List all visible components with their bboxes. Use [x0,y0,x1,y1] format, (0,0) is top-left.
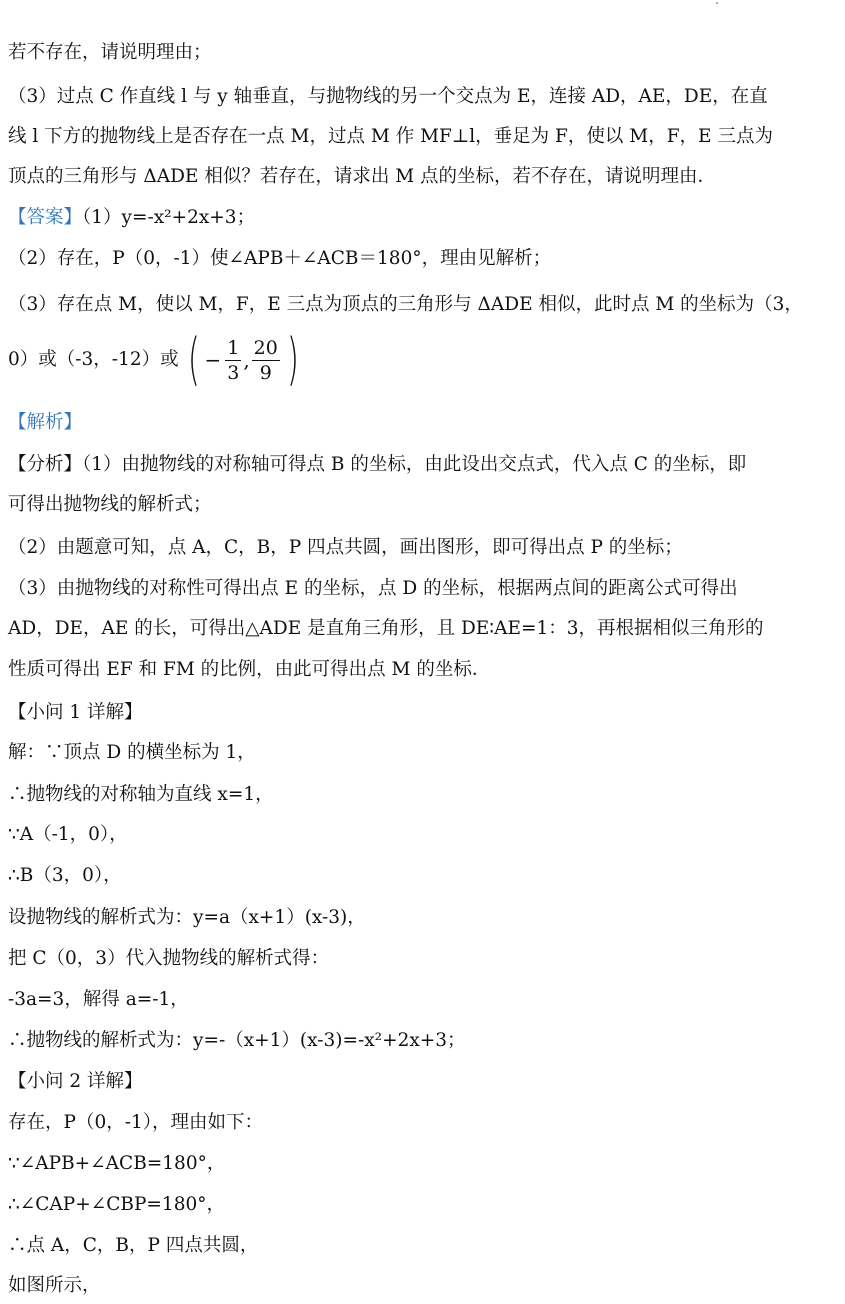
text-line: AD，DE，AE 的长，可得出△ADE 是直角三角形，且 DE∶AE=1：3，再根据相似三角形的 [8,618,764,639]
text-line: ∵∠APB+∠ACB=180°， [8,1153,226,1174]
text-line: 顶点的三角形与 ΔADE 相似？若存在，请求出 M 点的坐标，若不存在，请说明理由． [8,166,717,187]
minus-sign: − [204,348,222,372]
text-line: ∴∠CAP+∠CBP=180°， [8,1194,225,1215]
answer-line [8,205,837,231]
answer-part-2: （2）存在，P（0，-1）使∠APB＋∠ACB＝180°，理由见解析； [8,248,552,269]
text-line: 解：∵顶点 D 的横坐标为 1， [8,742,256,763]
fraction-1-denominator: 3 [227,361,240,384]
text-line: 存在，P（0，-1），理由如下： [8,1112,263,1133]
answer-part-3: （3）存在点 M，使以 M，F，E 三点为顶点的三角形与 ΔADE 相似，此时点 M 的坐标为（3， [8,294,803,315]
analysis-tag: 【解析】 [8,412,83,433]
text-line: 可得出抛物线的解析式； [8,494,212,515]
coordinate-fraction [183,327,304,392]
fraction-1-numerator: 1 [227,336,240,359]
answer-tag: 【答案】 [8,207,83,228]
fraction-2-numerator: 20 [253,336,278,359]
section-heading: 【小问 2 详解】 [8,1071,143,1092]
text-line: ∴B（3，0）， [8,865,122,886]
fraction-2-denominator: 9 [259,361,272,384]
text-line: 线 l 下方的抛物线上是否存在一点 M，过点 M 作 MF⊥l，垂足为 F，使以 M，F，E 三点为 [8,126,773,147]
fraction-comma: , [243,348,250,372]
answer-part-1: （1）y=-x²+2x+3； [82,207,256,228]
text-line: （3）由抛物线的对称性可得出点 E 的坐标，点 D 的坐标，根据两点间的距离公式可得出 [8,578,738,599]
text-line: （2）由题意可知，点 A，C，B，P 四点共圆，画出图形，即可得出点 P 的坐标； [8,537,683,558]
text-line: 设抛物线的解析式为：y=a（x+1）(x-3)， [8,907,366,928]
fraction-1 [223,336,243,385]
text-line: 把 C（0，3）代入抛物线的解析式得： [8,948,330,969]
text-line: 若不存在，请说明理由； [8,42,212,63]
left-paren: ( [187,327,200,392]
text-line: ∵A（-1，0）， [8,824,128,845]
text-line: 如图所示， [8,1275,101,1296]
scan-speck [716,2,718,4]
fraction-2 [250,336,282,385]
text-line: 性质可得出 EF 和 FM 的比例，由此可得出点 M 的坐标． [8,659,491,680]
text-line: -3a=3，解得 a=-1， [8,989,189,1010]
section-heading: 【小问 1 详解】 [8,702,143,723]
text-line: （3）过点 C 作直线 l 与 y 轴垂直，与抛物线的另一个交点为 E，连接 AD，AE，DE，在直 [8,86,768,107]
answer-part-3-text: 0）或（-3，-12）或 [8,349,179,370]
answer-part-3-cont [8,327,837,392]
right-paren: ) [286,327,299,392]
text-line: ∴抛物线的解析式为：y=-（x+1）(x-3)=-x²+2x+3； [8,1030,466,1051]
text-line: ∴点 A，C，B，P 四点共圆， [8,1235,259,1256]
text-line: 【分析】（1）由抛物线的对称轴可得点 B 的坐标，由此设出交点式，代入点 C 的坐标，即 [8,454,747,475]
text-line: ∴抛物线的对称轴为直线 x=1， [8,784,274,805]
